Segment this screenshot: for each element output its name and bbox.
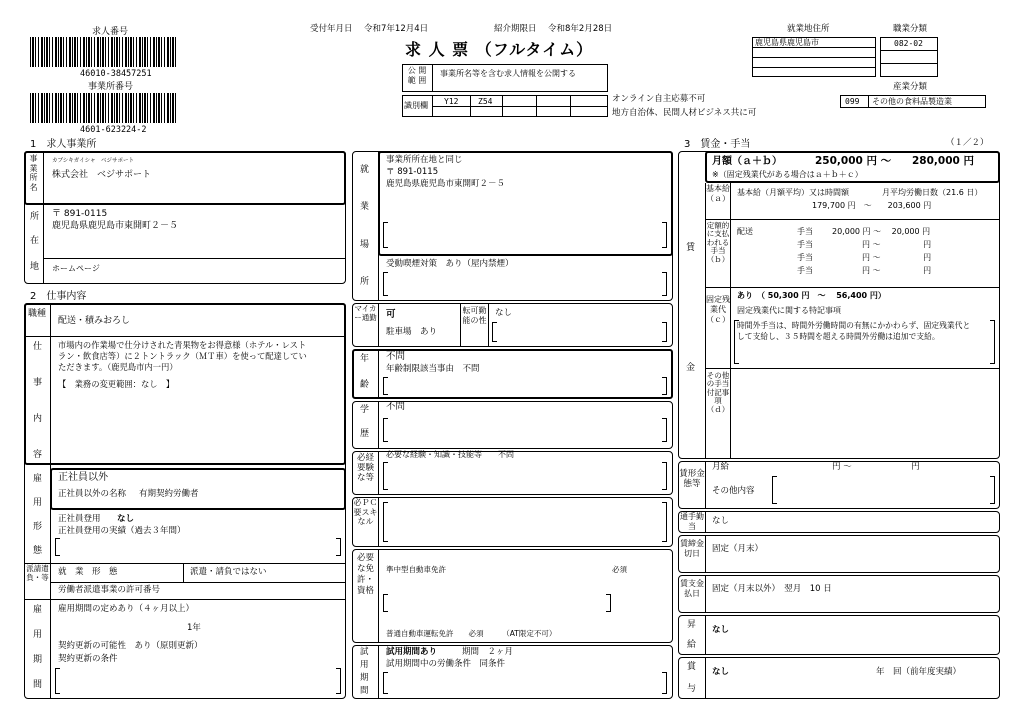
shoyo-label-2: 与: [687, 684, 697, 694]
keiken-label: 必経要験な等: [356, 453, 374, 484]
shugyo-chi: 鹿児島県鹿児島市: [755, 38, 819, 47]
jigyosho-mei-label: 事業所名: [29, 154, 38, 192]
gaku-from: 250,000 円 〜: [815, 155, 892, 167]
teate-3-label: 手当: [797, 253, 813, 262]
gaku-note: ※（固定残業代がある場合はａ＋ｂ＋ｃ）: [712, 170, 863, 179]
teate-4: 円 〜 円: [862, 266, 932, 275]
mycar-label: マイカー通勤: [354, 304, 377, 322]
shoyo: なし: [712, 667, 730, 677]
kikan-label-1: 雇: [33, 605, 43, 615]
koyo-label-4: 態: [33, 546, 43, 556]
koshin-kanosei: 契約更新の可能性 あり（原則更新）: [58, 641, 203, 651]
sonota-naiyo: その他内容: [712, 486, 755, 496]
sec2-heading: 2 仕事内容: [30, 291, 87, 302]
kihonkyu-range: 179,700 円 〜 203,600 円: [812, 201, 932, 210]
sec3-heading: 3 賃金・手当: [684, 139, 751, 150]
jigyosho-kana: カブシキガイシャ ベジサポート: [52, 158, 135, 164]
kokai-label: 公 開 範 囲: [407, 66, 427, 85]
kotei-tokki-label: 固定残業代に関する特記事項: [737, 306, 841, 315]
online-2: 地方自治体、民間人材ビジネス共に可: [612, 108, 757, 118]
barcode-jigyosho: [30, 93, 178, 123]
online-1: オンライン自主応募不可: [612, 94, 706, 104]
haken-label: 派請遣負・等: [26, 564, 49, 582]
shozai-label-1: 所: [30, 212, 40, 222]
kotei-tokki-1: 時間外手当は、時間外労働時間の有無にかかわらず、固定残業代と: [737, 321, 971, 330]
haken-kyoka-label: 労働者派遣事業の許可番号: [58, 585, 161, 595]
shozai-address: 鹿児島県鹿児島市東開町２－５: [52, 221, 179, 231]
shokushu-label: 職種: [27, 309, 46, 319]
jigyosho-bango-label: 事業所番号: [88, 82, 134, 92]
koyo-keitai: 正社員以外: [58, 472, 108, 483]
shoyo-box: [678, 657, 1000, 699]
shokyu-label-2: 給: [687, 640, 697, 650]
keitai-label: 賃形金態等: [679, 469, 705, 490]
menkyo-1-hitsu: 必須: [612, 565, 627, 574]
shugyo-label-3: 場: [360, 240, 370, 250]
shigoto-line-2: ラン・飲食店等）に２トントラック（ＭＴ車）を使って配達してい: [58, 351, 307, 361]
shiyo: 試用期間あり: [386, 647, 438, 657]
gakureki: 不問: [386, 401, 406, 412]
seishain-toyo: なし: [117, 514, 135, 524]
shigoto-label-1: 仕: [33, 342, 43, 352]
kin-label: 金: [686, 363, 696, 373]
gakureki-label-1: 学: [360, 405, 370, 415]
kokai-value: 事業所名等を含む求人情報を公開する: [440, 69, 576, 78]
shiharai: 固定（月末以外） 翌月 10 日: [712, 584, 832, 594]
shigoto-label-2: 事: [33, 378, 43, 388]
shokugyo-label: 職業分類: [893, 24, 928, 34]
koyo-label-2: 用: [33, 498, 43, 508]
seishain-jisseki: 正社員登用の実績（過去３年間）: [58, 526, 186, 536]
kikan-label-3: 期: [33, 655, 43, 665]
shugyo-same: 事業所所在地と同じ: [386, 155, 463, 165]
kotei-label: 固定残業代（ｃ）: [706, 295, 730, 324]
koyo-meisho-label: 正社員以外の名称: [58, 489, 127, 499]
kikan-label-4: 間: [33, 680, 43, 690]
gaku-to: 280,000 円: [912, 155, 974, 167]
menkyo-label: 必要な免許・資格: [356, 553, 374, 597]
shimebi-label: 賃締金切日: [680, 539, 704, 558]
mycar: 可: [386, 309, 396, 320]
tenkin-label: 転可勤能の性: [462, 306, 487, 325]
uketsuke-date: 令和7年12月4日: [364, 24, 429, 34]
shiyo-kikan: 期間 ２ヶ月: [462, 647, 514, 657]
shigoto-label-4: 容: [33, 450, 43, 460]
chushajo: 駐車場 あり: [386, 327, 438, 337]
koyo-label-1: 雇: [33, 474, 43, 484]
shikibetsu-2: Z54: [478, 97, 493, 106]
pc-box: [352, 497, 673, 547]
shugyo-label-1: 就: [360, 165, 370, 175]
shoyo-kaisu: 年 回（前年度実績）: [876, 667, 962, 677]
teate-2-label: 手当: [797, 240, 813, 249]
kitsuen: 受動喫煙対策 あり（屋内禁煙）: [386, 259, 514, 269]
homepage-label[interactable]: ホームページ: [52, 264, 100, 273]
shokyu: なし: [712, 625, 730, 635]
teate-1-label: 手当: [797, 227, 813, 236]
shugyo-address: 鹿児島県鹿児島市東開町２－５: [386, 179, 506, 189]
sonota-label: その他の手当付記事項（ｄ）: [706, 371, 730, 414]
sangyo-name: その他の食料品製造業: [872, 97, 952, 106]
shigoto-line-4: 【 業務の変更範囲：なし 】: [58, 379, 175, 389]
mycar-box: [352, 303, 673, 347]
koyo-meisho: 有期契約労働者: [139, 489, 199, 499]
uketsuke-label: 受付年月日: [310, 24, 353, 34]
shozai-label-2: 在: [30, 236, 40, 246]
shugyo-keitai-label: 就 業 形 態: [58, 567, 118, 577]
shugyo-label-4: 所: [360, 277, 370, 287]
shiyo-label-4: 間: [360, 686, 369, 696]
koyo-kikan-nen: 1年: [187, 623, 201, 633]
shokugyo-code: 082-02: [894, 39, 923, 48]
keitai: 月給: [712, 462, 730, 472]
shoyo-label-1: 賞: [687, 662, 697, 672]
sangyo-label: 産業分類: [893, 82, 928, 92]
pc-label: 必ＰＣ要スキなル: [353, 498, 378, 527]
shimebi: 固定（月末）: [712, 544, 764, 554]
chingin-label: 賃: [686, 243, 696, 253]
kotei-tokki-2: して支給し、３５時間を超える時間外労働は追加で支給。: [737, 332, 940, 341]
jigyosho-name: 株式会社 ベジサポート: [52, 170, 152, 180]
teate-1-name: 配送: [737, 227, 753, 236]
shigoto-line-1: 市場内の作業場で仕分けされた青果物をお得意様（ホテル・レスト: [58, 340, 307, 350]
shiyo-joken: 試用期間中の労働条件 同条件: [386, 659, 506, 669]
koshin-joken: 契約更新の条件: [58, 654, 118, 664]
shigoto-label-3: 内: [33, 414, 43, 424]
nenrei-label-2: 齢: [360, 380, 370, 390]
shugyo-chi-label: 就業地住所: [787, 24, 830, 34]
nenrei: 不問: [386, 351, 406, 362]
tsukin: なし: [712, 516, 730, 526]
gaku-label: 月額（ａ＋ｂ）: [712, 156, 782, 167]
jigyosho-bango: 4601-623224-2: [80, 125, 147, 135]
teate-1: 20,000 円 〜 20,000 円: [832, 227, 931, 236]
kihonkyu: 基本給（月額平均）又は時間額: [737, 188, 849, 197]
sangyo-code: 099: [845, 97, 860, 106]
keitai-range: 円 〜 円: [832, 462, 920, 472]
shikibetsu-1: Y12: [444, 97, 459, 106]
shiharai-label: 賃支金払日: [680, 579, 704, 598]
tenkin: なし: [495, 308, 513, 318]
shugyo-keitai: 派遣・請負ではない: [190, 567, 267, 577]
kyujin-bango-label: 求人番号: [92, 27, 129, 37]
shokyu-label-1: 昇: [687, 620, 697, 630]
teate-4-label: 手当: [797, 266, 813, 275]
page-number: （１／２）: [946, 138, 989, 148]
kikan-label-2: 用: [33, 630, 43, 640]
shigoto-line-3: ただきます。（鹿児島市内一円）: [58, 362, 178, 372]
kyujin-bango: 46010-38457251: [80, 69, 152, 79]
teate-3: 円 〜 円: [862, 253, 932, 262]
koyo-kikan: 雇用期間の定めあり（４ヶ月以上）: [58, 604, 195, 614]
shiyo-label-1: 試: [360, 647, 369, 657]
shokai-date: 令和8年2月28日: [548, 24, 613, 34]
shokushu: 配送・積みおろし: [58, 316, 131, 326]
kihonkyu-label: 基本給（ａ）: [706, 184, 730, 203]
tsukin-label: 通手勤当: [680, 512, 704, 531]
nenrei-label-1: 年: [360, 354, 370, 364]
shiyo-label-3: 期: [360, 673, 369, 683]
shiyo-label-2: 用: [360, 660, 369, 670]
shozai-label-3: 地: [30, 262, 40, 272]
keiken: 必要な経験・知識・技能等 不問: [386, 450, 514, 459]
shugyo-label-2: 業: [360, 202, 370, 212]
shozai-zip: 〒 891-0115: [52, 209, 108, 219]
kotei: あり （ 50,300 円 〜 56,400 円）: [737, 291, 886, 300]
teate-2: 円 〜 円: [862, 240, 932, 249]
menkyo-1: 準中型自動車免許: [386, 565, 446, 574]
page-title: 求 人 票 （フルタイム）: [405, 40, 594, 59]
barcode-kyujin: [30, 37, 178, 67]
gakureki-label-2: 歴: [360, 429, 370, 439]
seishain-toyo-label: 正社員登用: [58, 514, 101, 524]
shugyo-zip: 〒 891-0115: [386, 167, 439, 177]
teigaku-label: 定額的に支払われる手当（ｂ）: [706, 221, 730, 264]
shikibetsu-label: 識別欄: [404, 101, 428, 110]
heikin-nissu: 月平均労働日数（21.6 日）: [882, 188, 983, 197]
nenrei-seigen: 年齢制限該当事由 不問: [386, 364, 480, 374]
sec1-heading: 1 求人事業所: [30, 139, 97, 150]
menkyo-2: 普通自動車運転免許 必須 （AT限定不可）: [386, 629, 557, 638]
koyo-label-3: 形: [33, 522, 43, 532]
shokai-label: 紹介期限日: [494, 24, 537, 34]
